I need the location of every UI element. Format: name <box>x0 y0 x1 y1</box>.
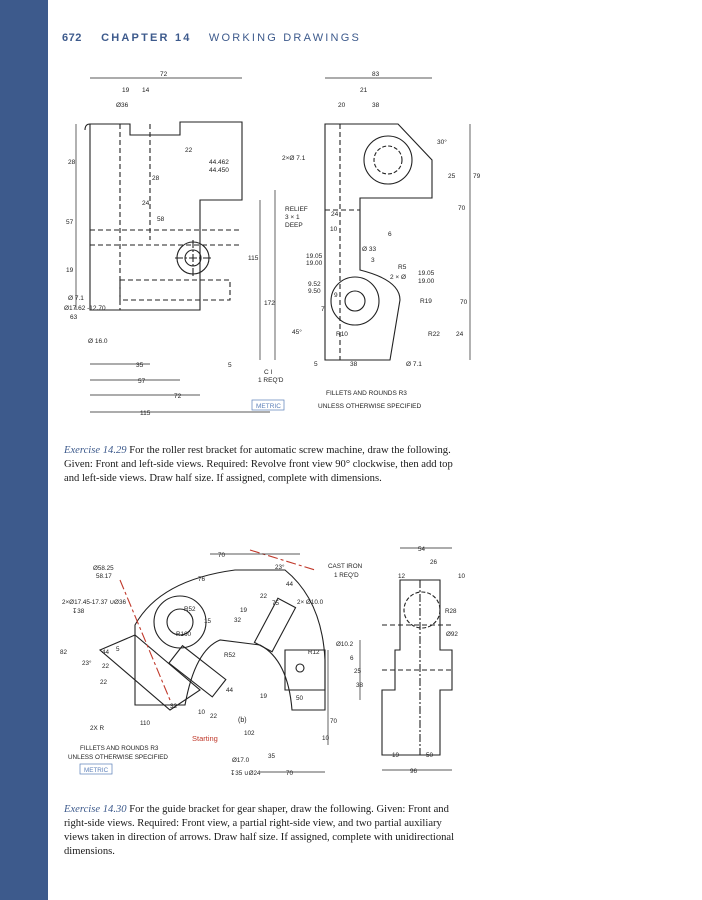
dim-58: 58 <box>157 216 165 223</box>
dim-r12: R12 <box>308 649 320 656</box>
note-fillets: FILLETS AND ROUNDS R3 <box>326 390 407 397</box>
dim-tol-e: 19.05 <box>418 270 435 277</box>
dim-dia-b: 58.17 <box>96 573 112 580</box>
dim-r5: R5 <box>398 264 407 271</box>
dim-25: 25 <box>354 668 362 675</box>
dim-32: 32 <box>234 617 242 624</box>
caption-label: Exercise 14.29 <box>64 445 127 456</box>
note-req: 1 REQ'D <box>258 377 284 384</box>
dim-r160: R160 <box>176 631 192 638</box>
relief-line2: 3 × 1 <box>285 214 300 221</box>
dim-5-b: 5 <box>314 361 318 368</box>
dim-70: 70 <box>218 552 226 559</box>
dim-hole-10: 2× Ø10.0 <box>297 599 324 606</box>
dim-115-v: 115 <box>248 255 259 262</box>
view-label-b: (b) <box>238 717 247 724</box>
dim-82: 82 <box>60 649 68 656</box>
dim-25: 25 <box>448 173 456 180</box>
dim-19: 19 <box>240 607 248 614</box>
page-number: 672 <box>62 32 82 44</box>
dim-dia1762: Ø17.62 -12.70 <box>64 305 106 312</box>
dim-dia10-2: Ø10.2 <box>336 641 354 648</box>
dim-70-v: 70 <box>330 718 338 725</box>
dim-10: 10 <box>330 226 338 233</box>
dim-50-b: 50 <box>426 752 434 759</box>
dim-110: 110 <box>140 720 151 727</box>
note-unless: UNLESS OTHERWISE SPECIFIED <box>68 754 168 761</box>
dim-20: 20 <box>338 102 346 109</box>
dim-5: 5 <box>228 362 232 369</box>
dim-12: 12 <box>398 573 406 580</box>
dim-15: 15 <box>204 618 212 625</box>
caption-exercise-14-29 <box>64 444 464 486</box>
dim-dia92: Ø92 <box>446 631 458 638</box>
dim-6: 6 <box>388 231 392 238</box>
page-header <box>62 32 361 44</box>
dim-44: 44 <box>286 581 294 588</box>
dim-24: 24 <box>142 200 150 207</box>
dim-38: 38 <box>372 102 380 109</box>
dim-3: 3 <box>371 257 375 264</box>
caption-text: For the roller rest bracket for automatic screw machine, draw the following. Given: Front and left-side views. Required: Revolve front view 90° clockwise, then add top and left-side views. Draw half size. If assigned, complete with dimensions. <box>64 445 453 484</box>
chapter-title: WORKING DRAWINGS <box>208 32 361 44</box>
dim-10-b: 10 <box>198 709 206 716</box>
dim-57: 57 <box>138 378 146 385</box>
dim-dia16: Ø 16.0 <box>88 338 108 345</box>
dim-172: 172 <box>264 300 275 307</box>
dim-57-left: 57 <box>66 219 74 226</box>
dim-hole-a: 2×Ø17.45-17.37 ∪Ø36 <box>62 599 126 606</box>
dim-72: 72 <box>160 71 168 78</box>
dim-115: 115 <box>140 410 151 417</box>
note-unless: UNLESS OTHERWISE SPECIFIED <box>318 403 422 410</box>
dim-32-b: 32 <box>170 703 178 710</box>
dim-22-l: 22 <box>102 663 110 670</box>
dim-75: 75 <box>272 600 280 607</box>
dim-angle-30: 30° <box>437 139 447 146</box>
metric-badge-2: METRIC <box>84 767 109 774</box>
dim-angle-45: 45° <box>292 329 302 336</box>
metric-badge: METRIC <box>256 403 281 410</box>
caption-text: For the guide bracket for gear shaper, draw the following. Given: Front and right-side views. Required: Front view, a partial right-side view, and two partial auxiliary views taken in direction of arrows. Draw half size. If assigned, complete with unidirectional dimensions. <box>64 804 455 857</box>
dim-10: 10 <box>458 573 466 580</box>
dim-hole-2x: 2×Ø 7.1 <box>282 155 306 162</box>
dim-76: 76 <box>198 576 206 583</box>
dim-35: 35 <box>136 362 144 369</box>
dim-dia7-1b: Ø 7.1 <box>406 361 422 368</box>
dim-r19: R19 <box>420 298 432 305</box>
dim-tol-g: 9.52 <box>308 281 321 288</box>
relief-line3: DEEP <box>285 222 303 229</box>
dim-26: 26 <box>430 559 438 566</box>
chapter-label: CHAPTER 14 <box>101 32 192 44</box>
dim-24-r: 24 <box>456 331 464 338</box>
dim-2xr: 2X R <box>90 725 104 732</box>
dim-96: 96 <box>410 768 418 775</box>
dim-19-b: 19 <box>260 693 268 700</box>
figure-roller-rest-bracket <box>60 60 480 420</box>
dim-dia-a: Ø58.25 <box>93 565 114 572</box>
note-fillets: FILLETS AND ROUNDS R3 <box>80 745 159 752</box>
dim-19-c: 19 <box>392 752 400 759</box>
drawing-guide-bracket <box>60 540 470 790</box>
relief-line1: RELIEF <box>285 206 308 213</box>
dim-6: 6 <box>350 655 354 662</box>
dim-44-b: 44 <box>226 687 234 694</box>
dim-21: 21 <box>360 87 368 94</box>
dim-19-left: 19 <box>66 267 74 274</box>
dim-102: 102 <box>244 730 255 737</box>
dim-38-b: 38 <box>350 361 358 368</box>
dim-10-c: 10 <box>322 735 330 742</box>
dim-r22: R22 <box>428 331 440 338</box>
dim-hole-tol: 2 × Ø <box>390 274 407 281</box>
dim-r28: R28 <box>445 608 457 615</box>
dim-dia36: Ø36 <box>116 102 129 109</box>
dim-t38: ↧38 <box>72 608 85 615</box>
dim-t35: ↧35 ∪Ø24 <box>230 770 261 777</box>
dim-9: 9 <box>334 292 338 299</box>
dim-35: 35 <box>268 753 276 760</box>
dim-54: 54 <box>418 546 426 553</box>
dim-22-c: 22 <box>210 713 218 720</box>
dim-tol-a: 44.462 <box>209 159 229 166</box>
dim-r10: R10 <box>336 331 348 338</box>
starting-label: Starting <box>192 734 218 743</box>
dim-44-l: 44 <box>102 649 110 656</box>
dim-tol-f: 19.00 <box>418 278 435 285</box>
dim-38: 38 <box>356 682 364 689</box>
caption-exercise-14-30 <box>64 803 464 859</box>
figure-guide-bracket <box>60 540 470 790</box>
dim-14: 14 <box>142 87 150 94</box>
dim-r52: R52 <box>184 606 196 613</box>
dim-tol-c: 19.05 <box>306 253 323 260</box>
dim-22-b: 22 <box>100 679 108 686</box>
dim-22: 22 <box>185 147 193 154</box>
dim-72-b: 72 <box>174 393 182 400</box>
dim-dia33: Ø 33 <box>362 246 377 253</box>
dim-tol-d: 19.00 <box>306 260 323 267</box>
dim-tol-h: 9.50 <box>308 288 321 295</box>
dim-r52-b: R52 <box>224 652 236 659</box>
dim-24-side: 24 <box>331 211 339 218</box>
dim-28-left: 28 <box>68 159 76 166</box>
dim-70-r: 70 <box>460 299 468 306</box>
dim-79: 79 <box>473 173 480 180</box>
note-ci: C I <box>264 369 273 376</box>
dim-angle-23-l: 23° <box>82 660 92 667</box>
dim-7: 7 <box>321 306 325 313</box>
dim-dia7-1: Ø 7.1 <box>68 295 84 302</box>
dim-83: 83 <box>372 71 380 78</box>
dim-63: 63 <box>70 314 78 321</box>
dim-70: 70 <box>458 205 466 212</box>
note-req: 1 REQ'D <box>334 572 359 579</box>
dim-70-b: 70 <box>286 770 294 777</box>
dim-28-mid: 28 <box>152 175 160 182</box>
dim-dia17: Ø17.0 <box>232 757 250 764</box>
dim-22: 22 <box>260 593 268 600</box>
dim-5: 5 <box>116 646 120 653</box>
dim-angle-23: 23° <box>275 564 285 571</box>
page-spine <box>0 0 48 900</box>
dim-tol-b: 44.450 <box>209 167 229 174</box>
caption-label: Exercise 14.30 <box>64 804 127 815</box>
note-cast-iron: CAST IRON <box>328 563 363 570</box>
dim-50: 50 <box>296 695 304 702</box>
dim-19: 19 <box>122 87 130 94</box>
drawing-roller-rest-bracket <box>60 60 480 420</box>
